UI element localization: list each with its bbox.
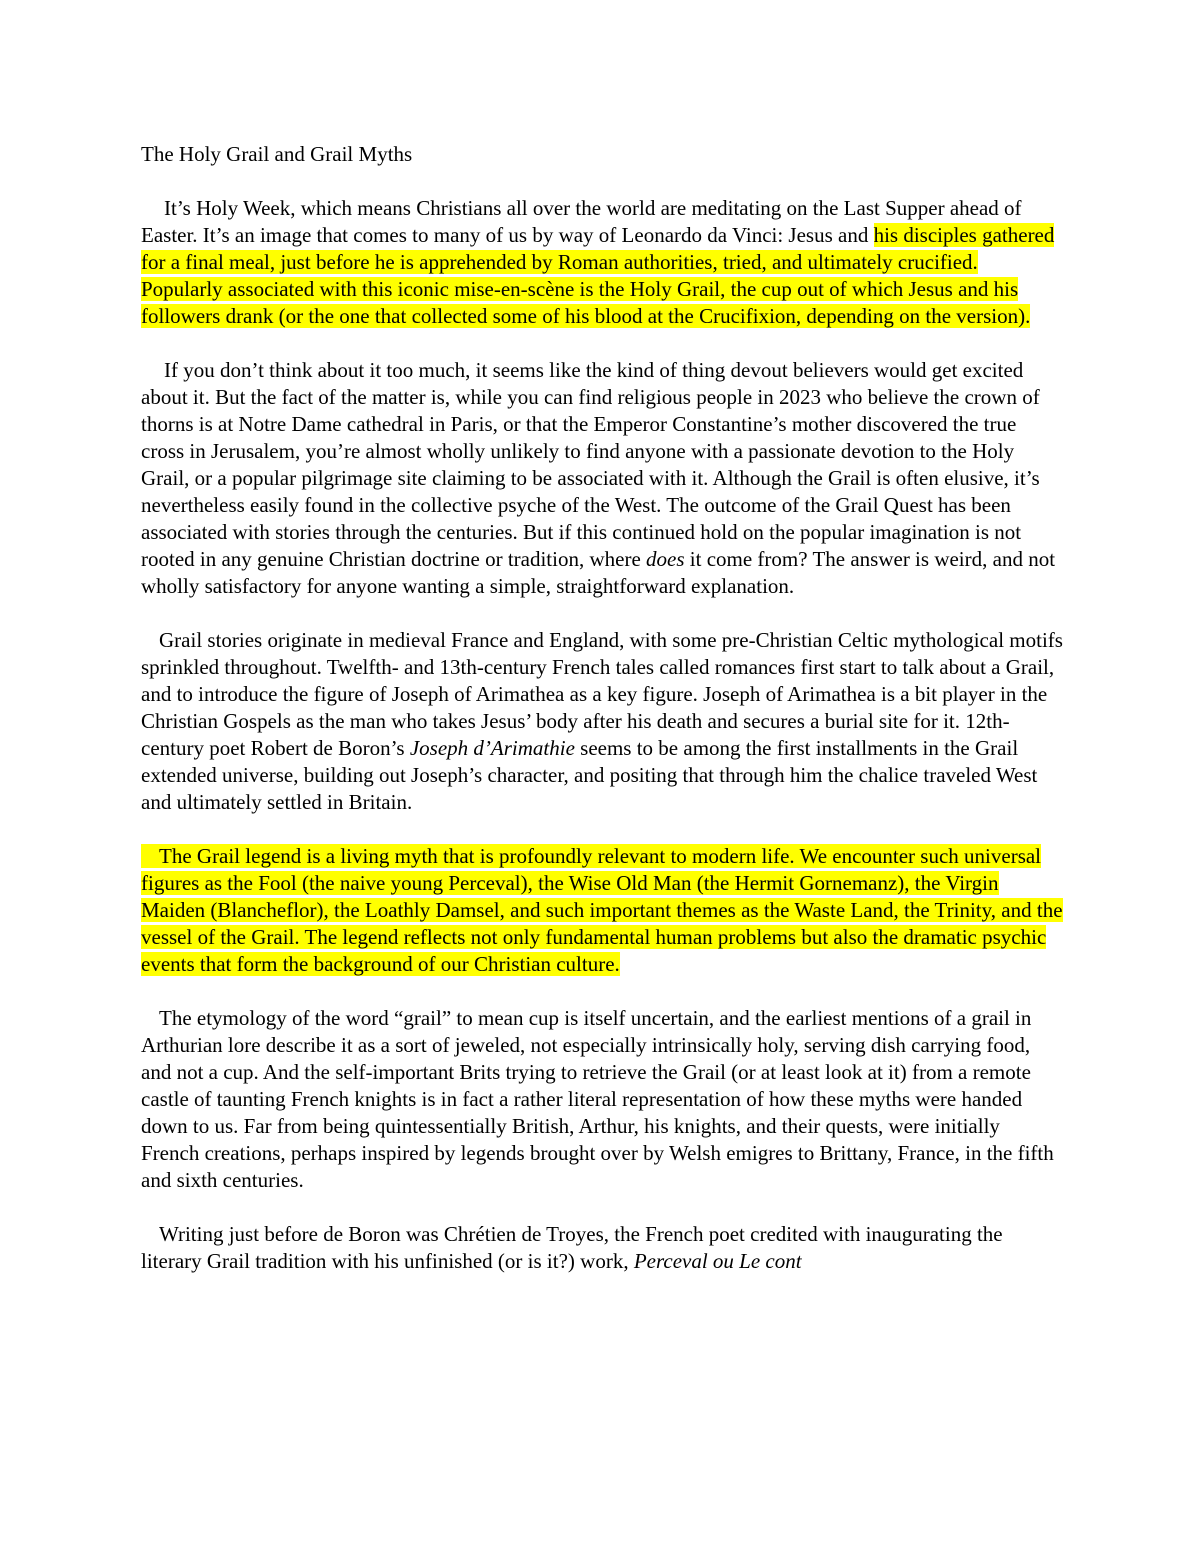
paragraph-3-italic: Joseph d’Arimathie (409, 736, 575, 760)
document-title: The Holy Grail and Grail Myths (141, 142, 413, 166)
paragraph-2 (141, 357, 1063, 600)
document-page (141, 141, 1063, 1302)
paragraph-4-highlight (141, 844, 1063, 976)
paragraph-1-highlight: his disciples gathered for a final meal, just before he is apprehended by Roman authorities, tried, and ultimately crucified. Popularly associated with this iconic mise-en-scène is the Holy Grail, the cup out of which Jesus and his followers drank (or the one that collected some of his blood at the Crucifixion, depending on the version). (141, 223, 1055, 328)
paragraph-3-text-before: Grail stories originate in medieval France and England, with some pre-Christian Celtic mythological motifs sprinkled throughout. Twelfth- and 13th-century French tales called romances first start to talk about a Grail, and to introduce the figure of Joseph of Arimathea as a key figure. Joseph of Arimathea is a bit player in the Christian Gospels as the man who takes Jesus’ body after his death and secures a burial site for it. 12th-century poet Robert de Boron’s (141, 628, 1063, 760)
paragraph-3 (141, 627, 1063, 816)
paragraph-2-italic: does (646, 547, 685, 571)
paragraph-4 (141, 843, 1063, 978)
paragraph-3-text-after: seems to be among the first installments in the Grail extended universe, building out Joseph’s character, and positing that through him the chalice traveled West and ultimately settled in Britain. (141, 736, 1038, 814)
paragraph-6-italic: Perceval ou Le cont (633, 1249, 802, 1273)
paragraph-6 (141, 1221, 1063, 1275)
paragraph-5-text: The etymology of the word “grail” to mean cup is itself uncertain, and the earliest mentions of a grail in Arthurian lore describe it as a sort of jeweled, not especially intrinsically holy, serving dish carrying food, and not a cup. And the self-important Brits trying to retrieve the Grail (or at least look at it) from a remote castle of taunting French knights is in fact a rather literal representation of how these myths were handed down to us. Far from being quintessentially British, Arthur, his knights, and their quests, were initially French creations, perhaps inspired by legends brought over by Welsh emigres to Brittany, France, in the fifth and sixth centuries. (141, 1006, 1054, 1192)
paragraph-1 (141, 195, 1063, 330)
paragraph-1-text: It’s Holy Week, which means Christians all over the world are meditating on the Last Supper ahead of Easter. It’s an image that comes to many of us by way of Leonardo da Vinci: Jesus and (141, 196, 1022, 247)
paragraph-6-text-before: Writing just before de Boron was Chrétien de Troyes, the French poet credited with inaugurating the literary Grail tradition with his unfinished (or is it?) work, (141, 1222, 1003, 1273)
paragraph-2-text-before: If you don’t think about it too much, it seems like the kind of thing devout believers would get excited about it. But the fact of the matter is, while you can find religious people in 2023 who believe the crown of thorns is at Notre Dame cathedral in Paris, or that the Emperor Constantine’s mother discovered the true cross in Jerusalem, you’re almost wholly unlikely to find anyone with a passionate devotion to the Holy Grail, or a popular pilgrimage site claiming to be associated with it. Although the Grail is often elusive, it’s nevertheless easily found in the collective psyche of the West. The outcome of the Grail Quest has been associated with stories through the centuries. But if this continued hold on the popular imagination is not rooted in any genuine Christian doctrine or tradition, where (141, 358, 1040, 571)
paragraph-2-text-after: it come from? The answer is weird, and not wholly satisfactory for anyone wanting a simple, straightforward explanation. (141, 547, 1056, 598)
paragraph-4-text: The Grail legend is a living myth that is profoundly relevant to modern life. We encounter such universal figures as the Fool (the naive young Perceval), the Wise Old Man (the Hermit Gornemanz), the Virgin Maiden (Blancheflor), the Loathly Damsel, and such important themes as the Waste Land, the Trinity, and the vessel of the Grail. The legend reflects not only fundamental human problems but also the dramatic psychic events that form the background of our Christian culture. (141, 844, 1063, 976)
paragraph-5 (141, 1005, 1063, 1194)
